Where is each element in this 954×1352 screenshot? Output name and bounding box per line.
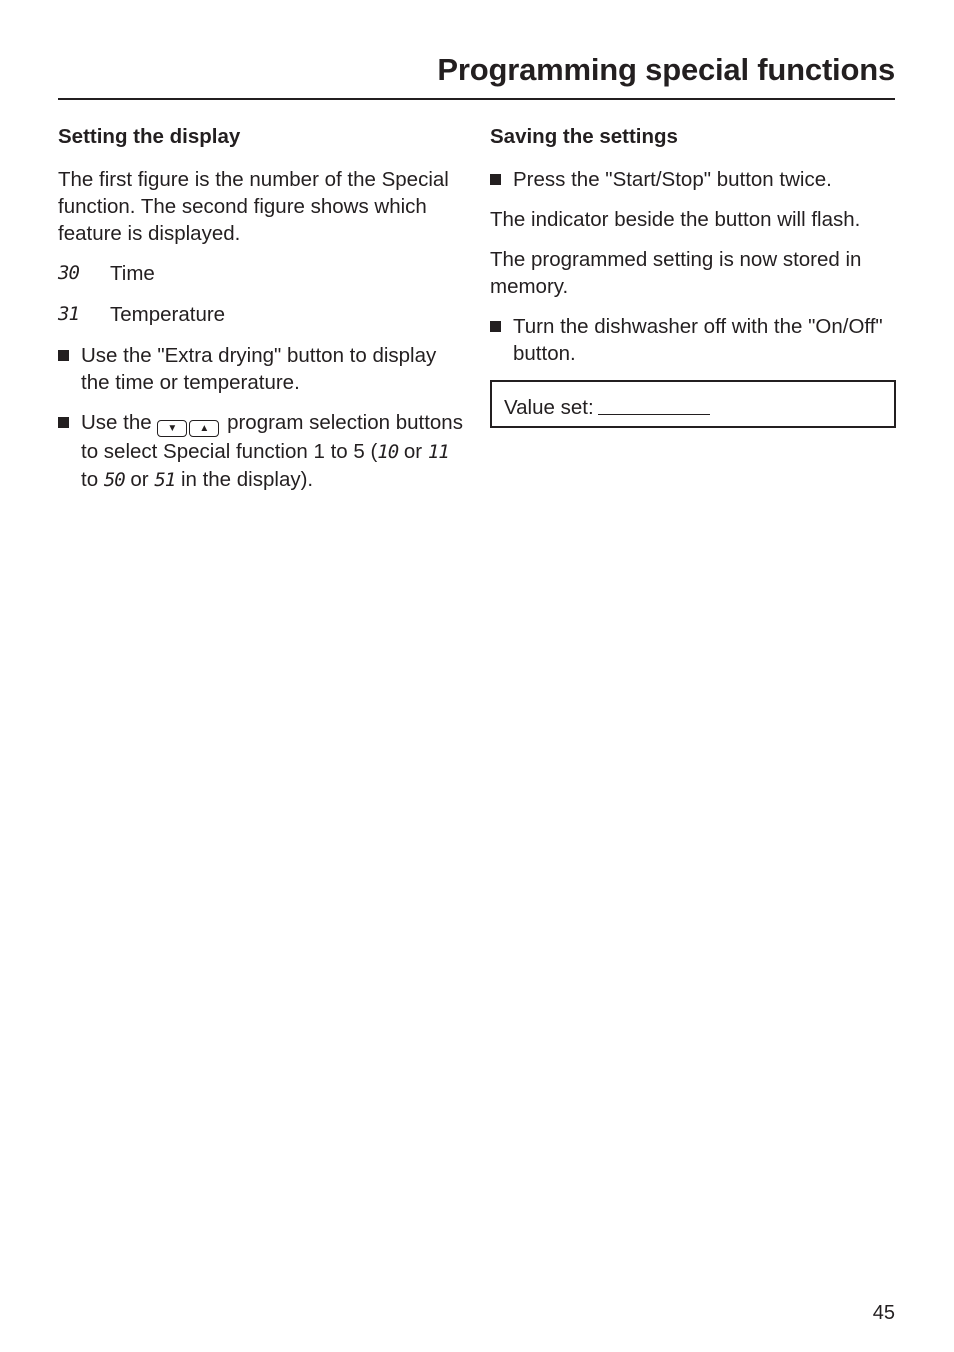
bullet-on-off [490, 313, 896, 367]
bullet-start-stop [490, 166, 896, 193]
indicator-paragraph: The indicator beside the button will flash. [490, 208, 861, 231]
page-number: 45 [872, 1302, 895, 1324]
setting-display-heading: Setting the display [58, 125, 241, 148]
bullet-extra-drying [58, 342, 468, 396]
display-code: 31 [58, 303, 79, 325]
square-bullet-icon [58, 417, 69, 428]
bullet-text: Press the "Start/Stop" button twice. [513, 168, 832, 191]
bullet-text: Turn the dishwasher off with the "On/Off" button. [513, 315, 883, 365]
bullet-text-end: in the display). [180, 468, 314, 491]
code-line-time [58, 260, 468, 287]
connector-word: or [403, 440, 423, 463]
code-line-temperature [58, 301, 468, 328]
display-code-label: Time [110, 262, 155, 285]
square-bullet-icon [58, 350, 69, 361]
value-set-label: Value set: [504, 396, 594, 419]
stored-paragraph: The programmed setting is now stored in memory. [490, 248, 862, 298]
up-arrow-button-icon: ▲ [189, 420, 219, 437]
bullet-text-start: Use the [81, 411, 152, 434]
value-set-box [490, 380, 896, 428]
bullet-text: Use the "Extra drying" button to display the time or temperature. [81, 344, 437, 394]
right-column [490, 122, 896, 428]
left-column [58, 122, 468, 507]
page-title: Programming special functions [437, 52, 895, 87]
title-rule [58, 98, 895, 100]
bullet-text-middle: program selection buttons to select Special function 1 to 5 ( [81, 411, 463, 463]
square-bullet-icon [490, 321, 501, 332]
display-code: 51 [154, 469, 176, 491]
value-set-blank-line [598, 396, 710, 415]
display-code: 10 [377, 441, 399, 463]
connector-word: or [130, 468, 149, 491]
square-bullet-icon [490, 174, 501, 185]
setting-display-intro: The first figure is the number of the Special function. The second figure shows which feature is displayed. [58, 168, 449, 245]
display-code: 50 [103, 469, 125, 491]
display-code-label: Temperature [110, 303, 226, 326]
display-code: 11 [427, 441, 449, 463]
saving-settings-heading: Saving the settings [490, 125, 678, 148]
connector-word: to [81, 468, 99, 491]
down-arrow-button-icon: ▼ [157, 420, 187, 437]
display-code: 30 [58, 262, 79, 284]
bullet-program-selection [58, 409, 468, 494]
program-selection-buttons-icon [157, 411, 221, 438]
